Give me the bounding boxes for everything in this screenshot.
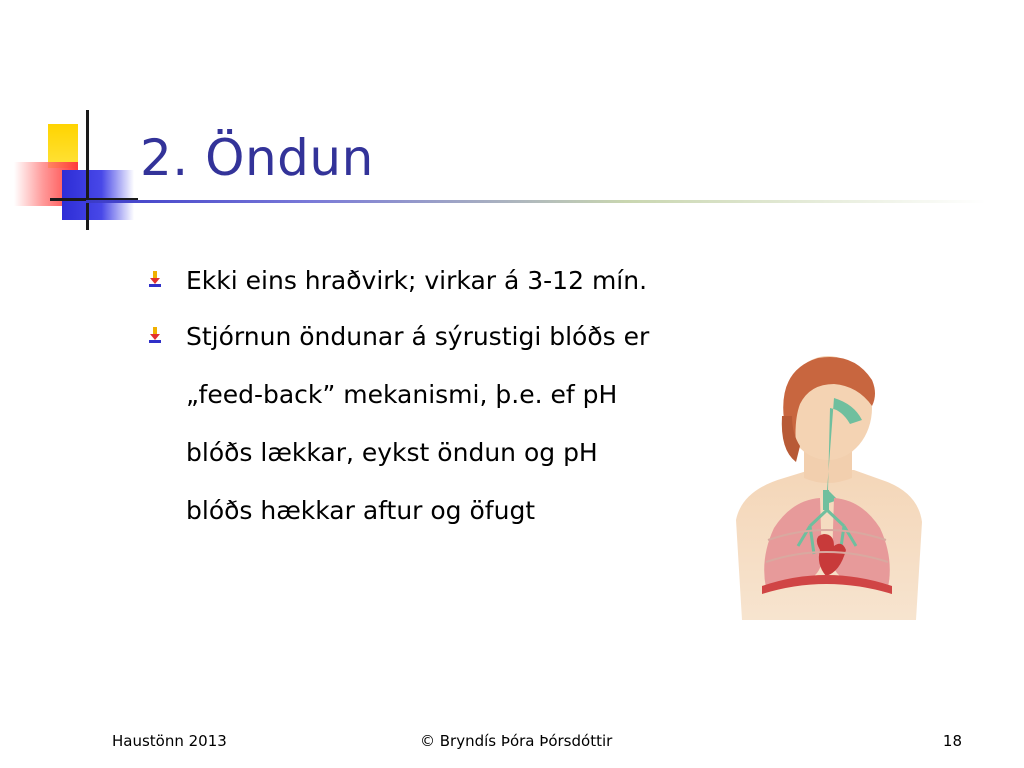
decor-vertical-line [86, 110, 89, 230]
bullet-item [148, 308, 768, 540]
title-underline [86, 200, 986, 203]
footer-page-number: 18 [942, 732, 962, 750]
bullet-text-line: blóðs hækkar aftur og öfugt [186, 496, 536, 525]
footer-term: Haustönn 2013 [112, 732, 227, 750]
bullet-text-line: Stjórnun öndunar á sýrustigi blóðs er [186, 322, 650, 351]
bullet-text-line: blóðs lækkar, eykst öndun og pH [186, 438, 598, 467]
bullet-text-line: „feed-back” mekanismi, þ.e. ef pH [186, 380, 618, 409]
decor-blue-square [62, 170, 134, 220]
bullet-arrow-icon [148, 270, 162, 288]
bullet-list [148, 252, 768, 540]
slide-title: 2. Öndun [140, 129, 374, 187]
bullet-text-line: Ekki eins hraðvirk; virkar á 3-12 mín. [186, 266, 648, 295]
bullet-item [148, 252, 768, 310]
bullet-arrow-icon [148, 326, 162, 344]
respiratory-system-icon [722, 350, 932, 620]
footer-copyright: © Bryndís Þóra Þórsdóttir [420, 732, 613, 750]
